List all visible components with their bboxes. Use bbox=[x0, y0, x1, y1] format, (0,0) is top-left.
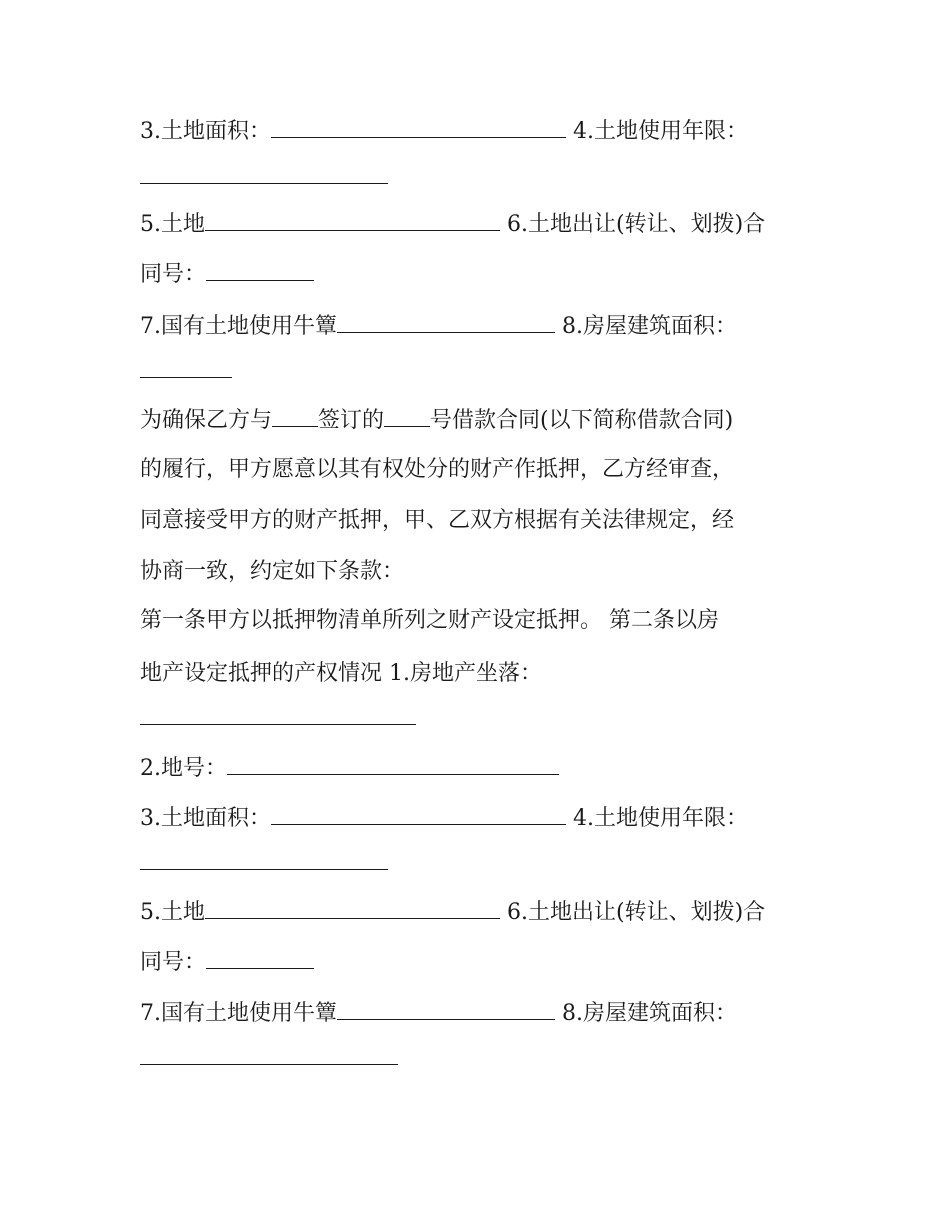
building-area-label: 8.房屋建筑面积： bbox=[562, 1001, 737, 1026]
contract-no-blank bbox=[206, 946, 314, 969]
land-area-line bbox=[140, 115, 748, 145]
contract-no-line-2 bbox=[140, 946, 314, 976]
paragraph-line-4: 协商一致，约定如下条款： bbox=[140, 559, 405, 584]
lot-no-blank bbox=[227, 752, 559, 775]
land-area-line-2 bbox=[140, 802, 748, 832]
building-area-label: 8.房屋建筑面积： bbox=[562, 314, 737, 339]
paragraph-text: 为确保乙方与 bbox=[140, 408, 273, 433]
transfer-contract-label: 6.土地出让(转让、划拨)合 bbox=[507, 900, 766, 925]
land-label: 5.土地 bbox=[140, 212, 205, 237]
paragraph-line-1 bbox=[140, 404, 733, 434]
state-land-cert-label: 7.国有土地使用牛簟 bbox=[140, 314, 337, 339]
party-blank bbox=[272, 404, 318, 427]
paragraph-text: 号借款合同(以下简称借款合同) bbox=[430, 408, 734, 433]
lot-no-line bbox=[140, 752, 559, 782]
land-area-label: 3.土地面积： bbox=[140, 806, 271, 831]
land-line-2 bbox=[140, 896, 765, 926]
land-term-blank bbox=[140, 183, 388, 184]
land-area-label: 3.土地面积： bbox=[140, 119, 271, 144]
land-area-blank bbox=[271, 115, 566, 138]
contract-no-label: 同号： bbox=[140, 950, 207, 975]
state-land-cert-line bbox=[140, 310, 737, 340]
land-term-blank bbox=[140, 869, 388, 870]
loan-contract-no-blank bbox=[384, 404, 430, 427]
paragraph-text: 签订的 bbox=[318, 408, 385, 433]
land-label: 5.土地 bbox=[140, 900, 205, 925]
land-term-label: 4.土地使用年限： bbox=[573, 806, 748, 831]
land-blank bbox=[205, 208, 500, 231]
state-land-cert-label: 7.国有土地使用牛簟 bbox=[140, 1001, 337, 1026]
state-land-cert-blank bbox=[337, 310, 555, 333]
land-line bbox=[140, 208, 765, 238]
property-location-blank bbox=[140, 724, 416, 725]
paragraph-line-3: 同意接受甲方的财产抵押，甲、乙双方根据有关法律规定，经 bbox=[140, 508, 735, 533]
building-area-blank bbox=[140, 377, 232, 378]
paragraph-line-6: 地产设定抵押的产权情况 1.房地产坐落： bbox=[140, 661, 542, 686]
state-land-cert-line-2 bbox=[140, 997, 737, 1027]
contract-no-line bbox=[140, 258, 314, 288]
paragraph-line-2: 的履行，甲方愿意以其有权处分的财产作抵押，乙方经审查， bbox=[140, 457, 735, 482]
paragraph-line-5: 第一条甲方以抵押物清单所列之财产设定抵押。 第二条以房 bbox=[140, 608, 719, 633]
transfer-contract-label: 6.土地出让(转让、划拨)合 bbox=[507, 212, 766, 237]
land-area-blank bbox=[271, 802, 566, 825]
state-land-cert-blank bbox=[337, 997, 555, 1020]
contract-no-blank bbox=[206, 258, 314, 281]
lot-no-label: 2.地号： bbox=[140, 756, 227, 781]
contract-no-label: 同号： bbox=[140, 262, 207, 287]
land-term-label: 4.土地使用年限： bbox=[573, 119, 748, 144]
building-area-blank bbox=[140, 1064, 398, 1065]
land-blank bbox=[205, 896, 500, 919]
